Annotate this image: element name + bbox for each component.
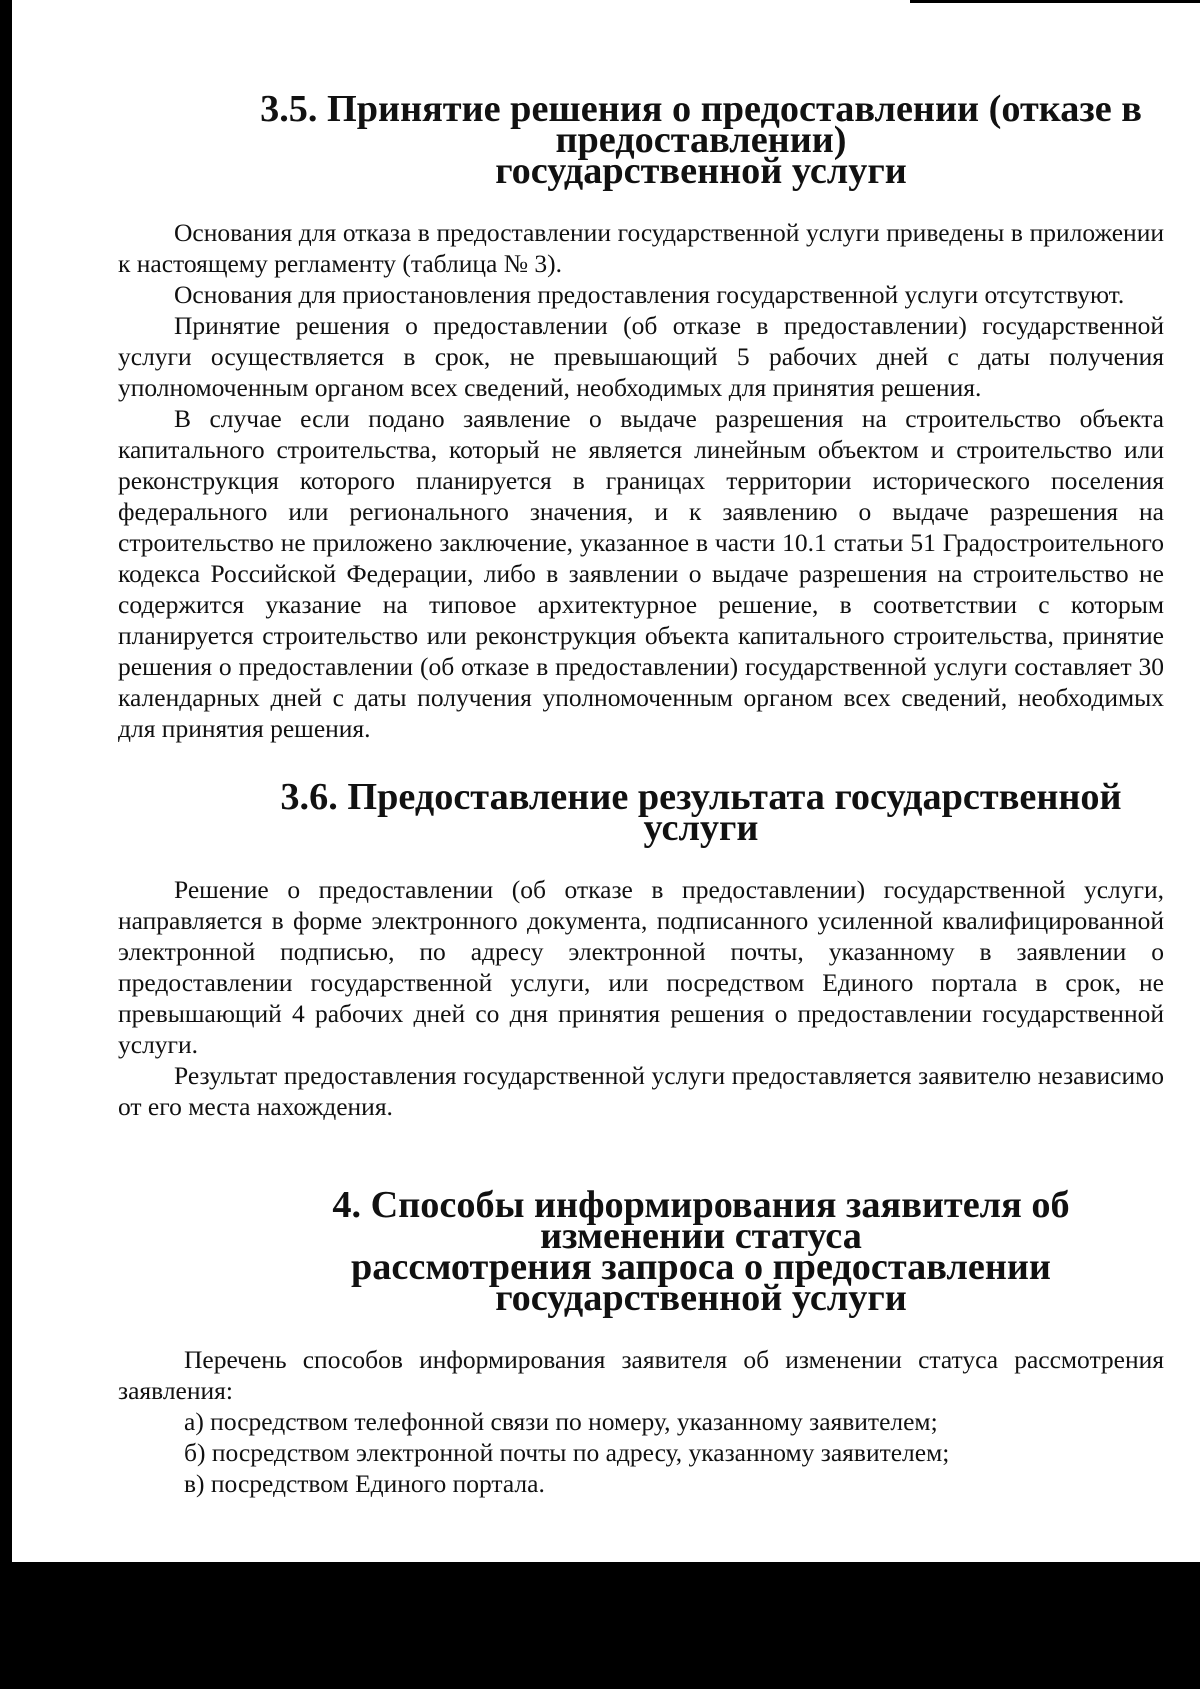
paragraph: Перечень способов информирования заявителя об изменении статуса рассмотрения заявления: bbox=[118, 1345, 1164, 1405]
section-3-6-body bbox=[118, 874, 1164, 1122]
section-4-heading bbox=[118, 1184, 1164, 1319]
scan-top-line bbox=[910, 0, 1200, 3]
heading-line: 3.5. Принятие решения о предоставлении (отказе в предоставлении) bbox=[260, 88, 1142, 161]
methods-list bbox=[118, 1406, 1164, 1499]
paragraph: Результат предоставления государственной услуги предоставляется заявителю независимо от его места нахождения. bbox=[118, 1061, 1164, 1121]
list-item: в) посредством Единого портала. bbox=[184, 1469, 545, 1498]
heading-line: государственной услуги bbox=[495, 150, 907, 192]
section-4-body bbox=[118, 1344, 1164, 1499]
document-page bbox=[118, 88, 1164, 1499]
scan-bottom-band bbox=[0, 1562, 1200, 1689]
paragraph: Основания для отказа в предоставлении государственной услуги приведены в приложении к настоящему регламенту (таблица № 3). bbox=[118, 218, 1164, 278]
paragraph: В случае если подано заявление о выдаче разрешения на строительство объекта капитального строительства, который не является линейным объектом и строительство или реконструкция которого планируется в границах территории исторического поселения федерального или регионального значения, и к заявлению о выдаче разрешения на строительство не приложено заключение, указанное в части 10.1 статьи 51 Градостроительного кодекса Российской Федерации, либо в заявлении о выдаче разрешения на строительство не содержится указание на типовое архитектурное решение, в соответствии с которым планируется строительство или реконструкция объекта капитального строительства, принятие решения о предоставлении (об отказе в предоставлении) государственной услуги составляет 30 календарных дней с даты получения уполномоченным органом всех сведений, необходимых для принятия решения. bbox=[118, 404, 1164, 743]
paragraph: Основания для приостановления предоставления государственной услуги отсутствуют. bbox=[174, 280, 1125, 309]
paragraph: Принятие решения о предоставлении (об отказе в предоставлении) государственной услуги осуществляется в срок, не превышающий 5 рабочих дней с даты получения уполномоченным органом всех сведений, необходимых для принятия решения. bbox=[118, 311, 1164, 402]
scan-left-edge bbox=[0, 0, 12, 1689]
section-3-5-heading bbox=[118, 88, 1164, 192]
heading-line: рассмотрения запроса о предоставлении государственной услуги bbox=[351, 1246, 1051, 1319]
section-3-5-body bbox=[118, 217, 1164, 744]
section-3-6-heading bbox=[118, 776, 1164, 849]
heading-line: 4. Способы информирования заявителя об изменении статуса bbox=[332, 1184, 1070, 1257]
list-item: а) посредством телефонной связи по номеру, указанному заявителем; bbox=[184, 1407, 938, 1436]
paragraph: Решение о предоставлении (об отказе в предоставлении) государственной услуги, направляется в форме электронного документа, подписанного усиленной квалифицированной электронной подписью, по адресу электронной почты, указанному в заявлении о предоставлении государственной услуги, или посредством Единого портала в срок, не превышающий 4 рабочих дней со дня принятия решения о предоставлении государственной услуги. bbox=[118, 875, 1164, 1059]
list-item: б) посредством электронной почты по адресу, указанному заявителем; bbox=[184, 1438, 950, 1467]
heading-line: 3.6. Предоставление результата государственной услуги bbox=[280, 776, 1122, 849]
